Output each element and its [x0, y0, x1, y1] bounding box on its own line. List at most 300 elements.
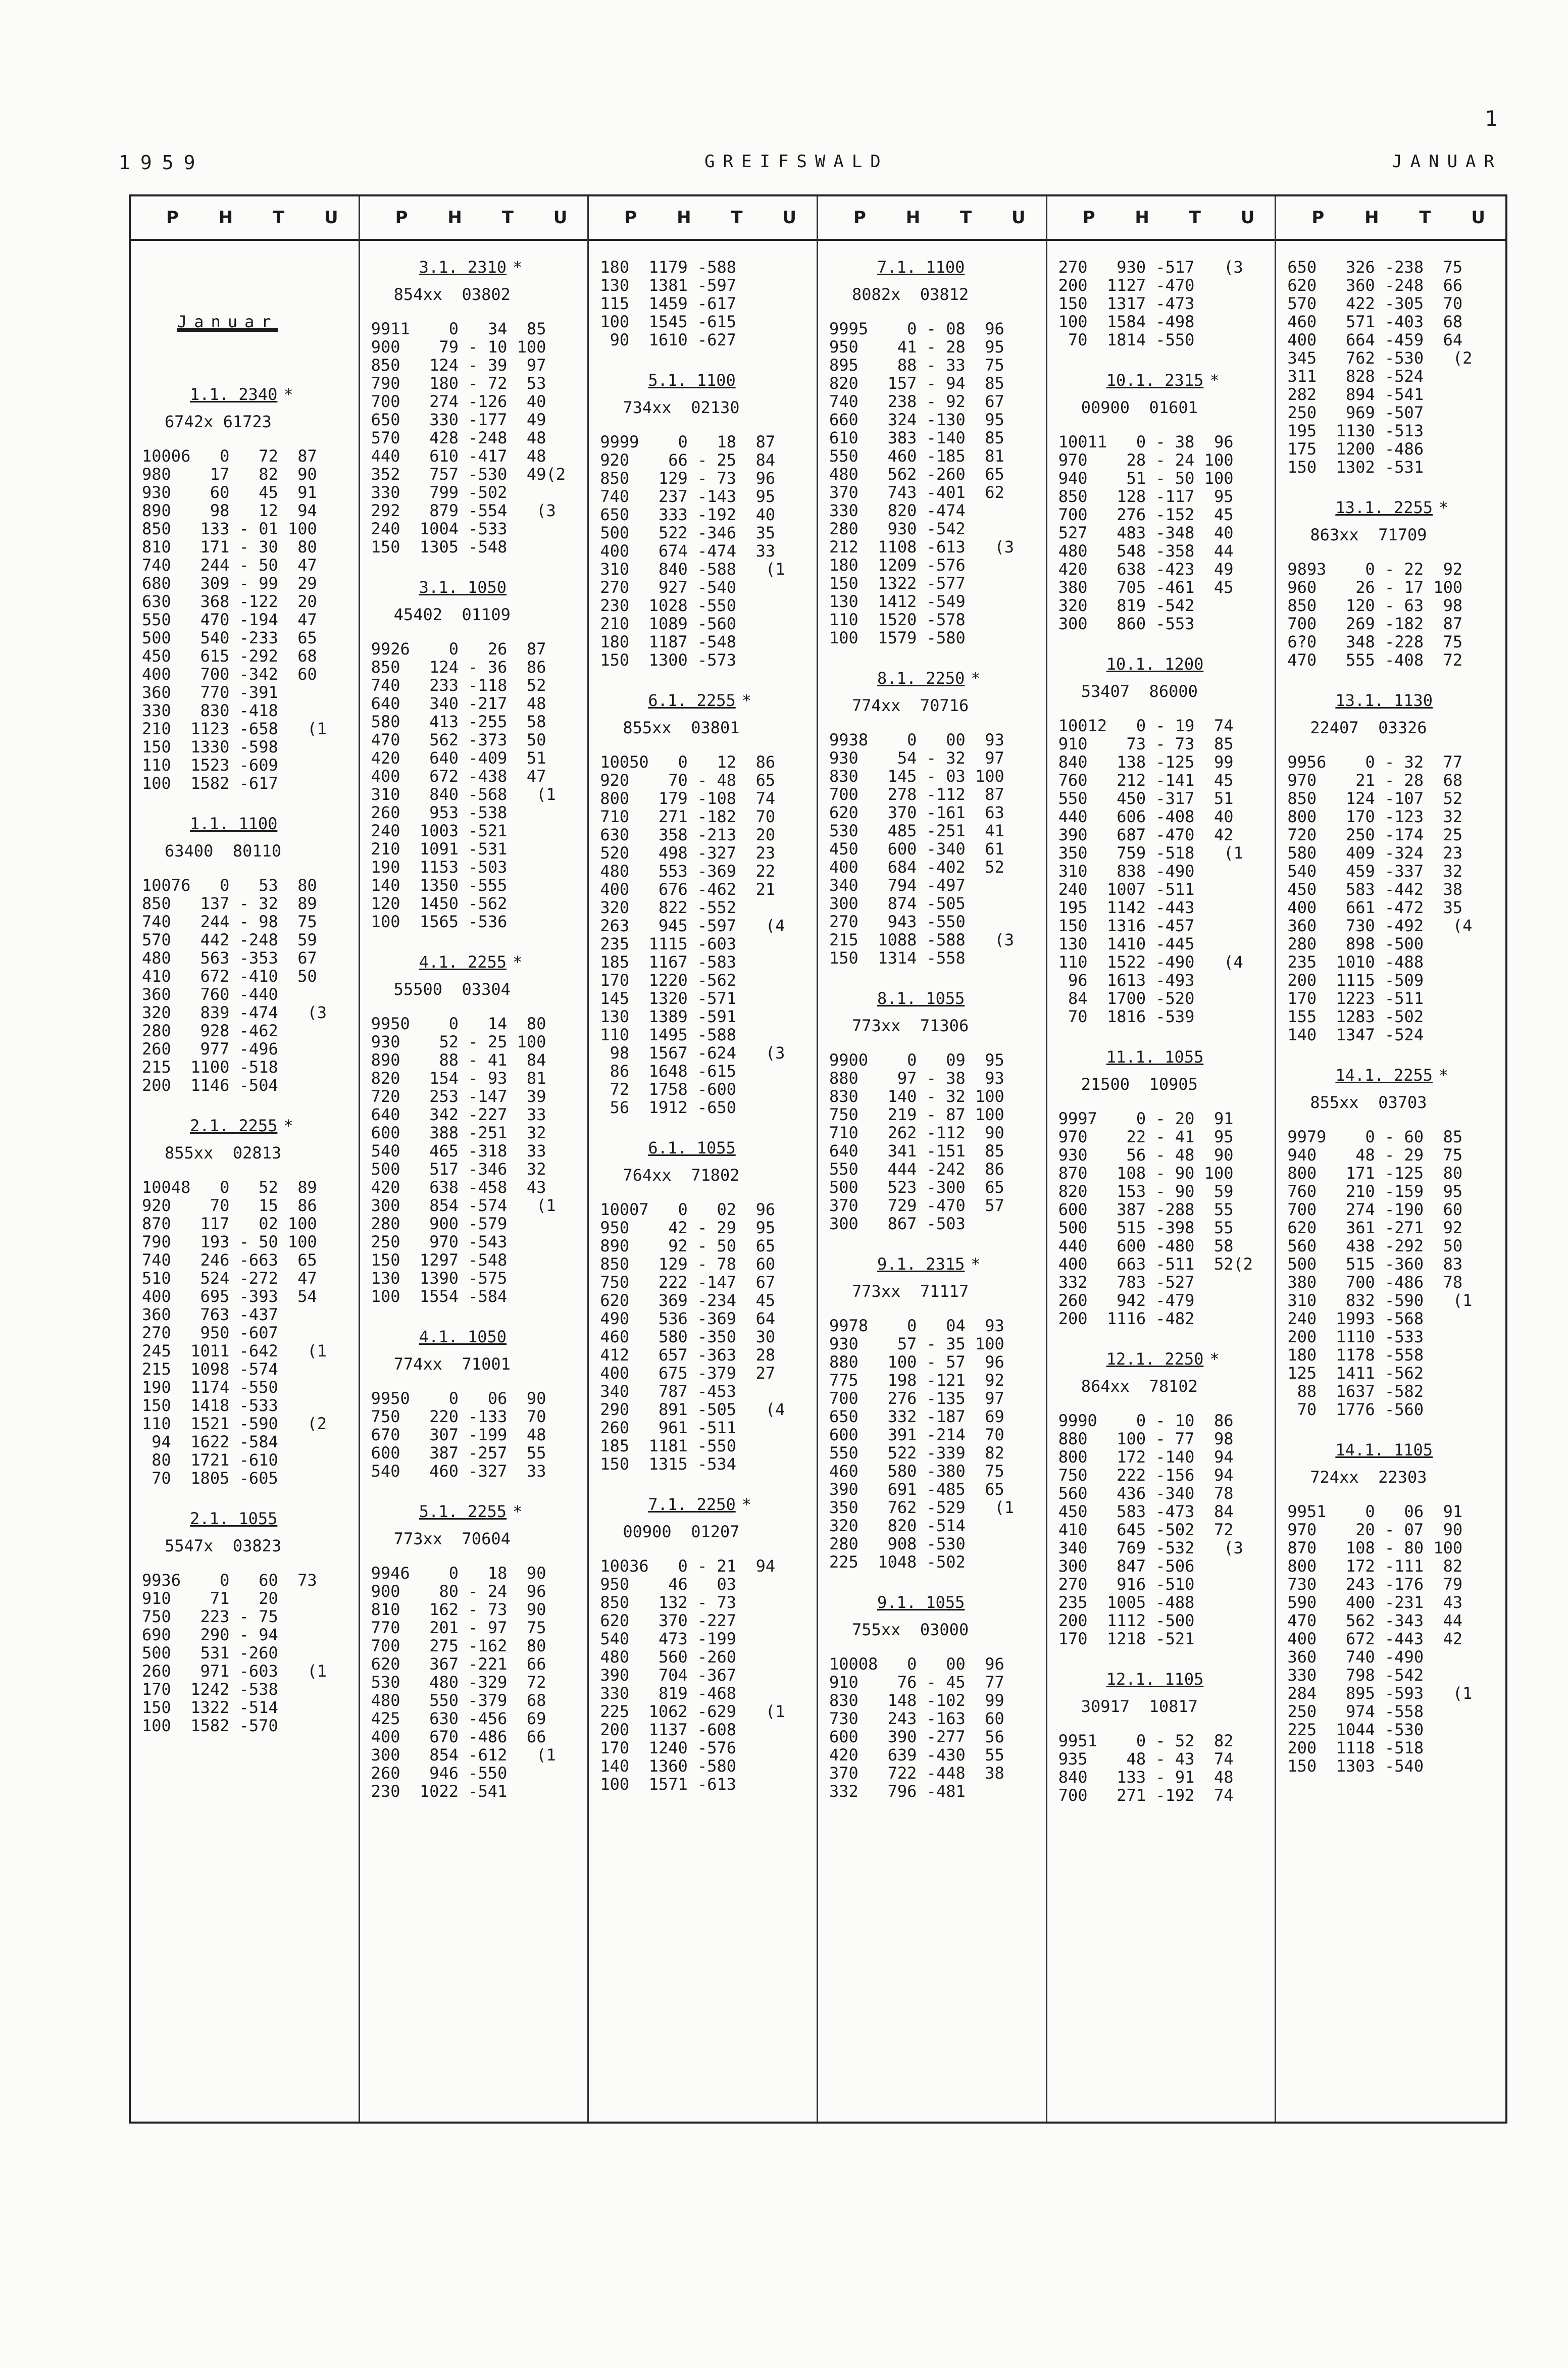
- column-header: [1276, 196, 1505, 241]
- column-header-label: P: [853, 208, 866, 228]
- data-row: 200 1112 -500: [1058, 1611, 1195, 1630]
- data-row: 390 704 -367: [600, 1666, 737, 1685]
- data-row: 500 515 -398 55: [1058, 1218, 1234, 1237]
- data-row: 700 271 -192 74: [1058, 1786, 1234, 1805]
- column-header-label: H: [447, 208, 462, 228]
- data-row: 710 271 -182 70: [600, 807, 776, 826]
- data-row: 130 1381 -597: [600, 276, 737, 295]
- data-row: 720 253 -147 39: [371, 1087, 546, 1106]
- data-row: 540 459 -337 32: [1287, 862, 1463, 881]
- sounding-block: [829, 1255, 1046, 1571]
- data-row: 460 571 -403 68: [1287, 312, 1463, 331]
- data-row: 590 400 -231 43: [1287, 1593, 1463, 1612]
- data-row: 580 409 -324 23: [1287, 843, 1463, 863]
- data-row: 175 1200 -486: [1287, 439, 1424, 459]
- data-row: 284 895 -593 (1: [1287, 1684, 1473, 1703]
- block-title: [600, 1495, 817, 1516]
- block-title: [1287, 1441, 1505, 1461]
- data-row: 350 762 -529 (1: [829, 1498, 1015, 1517]
- data-row: 900 79 - 10 100: [371, 337, 546, 357]
- block-star-mark: *: [1439, 498, 1449, 517]
- data-row: 690 290 - 94: [142, 1625, 278, 1644]
- data-row: 190 1174 -550: [142, 1378, 278, 1397]
- data-row: 450 583 -473 84: [1058, 1502, 1234, 1521]
- block-date-time: 4.1. 1050: [419, 1327, 507, 1346]
- data-row: 10007 0 02 96: [600, 1200, 776, 1219]
- block-title: [142, 815, 359, 835]
- column-header-label: T: [1419, 208, 1431, 228]
- data-row: 10006 0 72 87: [142, 446, 317, 466]
- data-row: 270 950 -607: [142, 1323, 278, 1342]
- block-date-time: 9.1. 2315: [877, 1254, 965, 1274]
- data-row: 9926 0 26 87: [371, 639, 546, 659]
- data-row: 9956 0 - 32 77: [1287, 752, 1463, 772]
- sounding-block: [142, 385, 359, 792]
- block-station-code: 863xx 71709: [1310, 525, 1427, 544]
- column-body: [589, 241, 817, 1793]
- data-row: 100 1545 -615: [600, 312, 737, 331]
- data-row: 200 1137 -608: [600, 1720, 737, 1739]
- column-header-label: H: [218, 208, 233, 228]
- data-row: 850 133 - 01 100: [142, 519, 317, 538]
- block-title: [142, 385, 359, 406]
- block-date-time: 6.1. 2255: [648, 691, 736, 710]
- block-title: [371, 258, 588, 278]
- data-row: 125 1411 -562: [1287, 1364, 1424, 1383]
- data-row: 400 674 -474 33: [600, 541, 776, 561]
- data-row: 550 470 -194 47: [142, 610, 317, 629]
- data-row: 750 222 -147 67: [600, 1273, 776, 1292]
- data-row: 400 672 -443 42: [1287, 1629, 1463, 1648]
- block-star-mark: *: [971, 669, 981, 688]
- data-row: 850 124 -107 52: [1287, 789, 1463, 808]
- column-header-label: H: [677, 208, 691, 228]
- data-row: 840 133 - 91 48: [1058, 1768, 1234, 1787]
- data-row: 150 1305 -548: [371, 537, 508, 557]
- sounding-block: [600, 1139, 817, 1473]
- data-row: 86 1648 -615: [600, 1062, 737, 1081]
- data-row: 100 1584 -498: [1058, 312, 1195, 331]
- data-row: 850 129 - 78 60: [600, 1254, 776, 1274]
- block-title: [142, 1117, 359, 1137]
- block-date-time: 10.1. 1200: [1106, 654, 1204, 674]
- data-row: 190 1153 -503: [371, 858, 508, 877]
- data-row: 10050 0 12 86: [600, 752, 776, 772]
- block-date-time: 1.1. 1100: [190, 814, 278, 833]
- data-row: 930 57 - 35 100: [829, 1334, 1004, 1353]
- block-station-code: 21500 10905: [1081, 1075, 1198, 1094]
- data-row: 540 460 -327 33: [371, 1462, 546, 1481]
- column-header-label: P: [395, 208, 408, 228]
- data-row: 300 874 -505: [829, 894, 966, 913]
- data-row: 740 244 - 98 75: [142, 912, 317, 931]
- data-row: 170 1240 -576: [600, 1738, 737, 1757]
- data-row: 200 1115 -509: [1287, 971, 1424, 990]
- block-station-code: 764xx 71802: [623, 1166, 740, 1185]
- data-row: 215 1098 -574: [142, 1359, 278, 1379]
- data-row: 600 391 -214 70: [829, 1425, 1004, 1444]
- block-date-time: 9.1. 1055: [877, 1593, 965, 1612]
- block-star-mark: *: [513, 952, 523, 972]
- block-date-time: 2.1. 1055: [190, 1509, 278, 1528]
- data-row: 195 1142 -443: [1058, 898, 1195, 917]
- data-row: 80 1721 -610: [142, 1450, 278, 1470]
- table-column: [589, 196, 818, 2122]
- data-row: 930 52 - 25 100: [371, 1032, 546, 1051]
- data-row: 210 1123 -658 (1: [142, 719, 327, 738]
- data-row: 500 531 -260: [142, 1643, 278, 1662]
- block-title: [1287, 498, 1505, 519]
- data-row: 480 562 -260 65: [829, 465, 1004, 484]
- data-row: 730 243 -163 60: [829, 1709, 1004, 1728]
- data-row: 9950 0 06 90: [371, 1389, 546, 1408]
- data-row: 570 428 -248 48: [371, 428, 546, 447]
- data-row: 935 48 - 43 74: [1058, 1749, 1234, 1769]
- block-date-time: 8.1. 2250: [877, 669, 965, 688]
- data-row: 9938 0 00 93: [829, 730, 1004, 749]
- data-row: 790 193 - 50 100: [142, 1232, 317, 1251]
- data-row: 420 638 -423 49: [1058, 560, 1234, 579]
- data-row: 270 916 -510: [1058, 1575, 1195, 1594]
- data-row: 330 819 -468: [600, 1684, 737, 1703]
- data-row: 550 450 -317 51: [1058, 789, 1234, 808]
- block-star-mark: *: [1209, 1349, 1220, 1369]
- data-row: 245 1011 -642 (1: [142, 1341, 327, 1361]
- data-row: 140 1360 -580: [600, 1756, 737, 1776]
- data-row: 930 54 - 32 97: [829, 748, 1004, 768]
- block-star-mark: *: [513, 258, 523, 277]
- block-station-code: 774xx 71001: [393, 1354, 511, 1374]
- data-row: 300 854 -612 (1: [371, 1745, 556, 1765]
- data-row: 70 1776 -560: [1287, 1400, 1424, 1419]
- data-row: 600 388 -251 32: [371, 1123, 546, 1142]
- column-header-label: P: [1311, 208, 1325, 228]
- data-row: 660 324 -130 95: [829, 410, 1004, 429]
- sounding-block: [1287, 498, 1505, 669]
- data-row: 440 610 -417 48: [371, 446, 546, 466]
- data-row: 810 171 - 30 80: [142, 537, 317, 557]
- data-row: 70 1814 -550: [1058, 330, 1195, 349]
- data-row: 9911 0 34 85: [371, 319, 546, 338]
- data-row: 260 942 -479: [1058, 1291, 1195, 1310]
- data-row: 930 56 - 48 90: [1058, 1145, 1234, 1165]
- data-row: 500 515 -360 83: [1287, 1254, 1463, 1274]
- data-row: 260 977 -496: [142, 1039, 278, 1059]
- data-row: 150 1330 -598: [142, 737, 278, 757]
- data-row: 880 100 - 77 98: [1058, 1429, 1234, 1448]
- data-row: 9997 0 - 20 91: [1058, 1109, 1234, 1128]
- data-row: 9936 0 60 73: [142, 1571, 317, 1590]
- data-row: 920 70 15 86: [142, 1196, 317, 1215]
- data-row: 170 1242 -538: [142, 1680, 278, 1699]
- column-header-label: U: [782, 208, 796, 228]
- sounding-block: [829, 669, 1046, 967]
- data-row: 10036 0 - 21 94: [600, 1556, 776, 1576]
- sounding-block: [600, 258, 817, 349]
- block-date-time: 14.1. 2255: [1335, 1066, 1433, 1085]
- data-row: 180 1178 -558: [1287, 1345, 1424, 1365]
- column-header-label: T: [501, 208, 514, 228]
- data-row: 130 1412 -549: [829, 592, 966, 611]
- data-row: 850 128 -117 95: [1058, 487, 1234, 506]
- data-row: 895 88 - 33 75: [829, 356, 1004, 375]
- data-row: 450 600 -340 61: [829, 839, 1004, 859]
- data-row: 740 244 - 50 47: [142, 556, 317, 575]
- data-row: 110 1521 -590 (2: [142, 1414, 327, 1433]
- data-row: 950 46 03: [600, 1575, 737, 1594]
- column-header-label: P: [1082, 208, 1095, 228]
- data-row: 800 172 -111 82: [1287, 1556, 1463, 1576]
- column-header-label: U: [1240, 208, 1255, 228]
- data-row: 950 41 - 28 95: [829, 337, 1004, 357]
- data-row: 470 562 -373 50: [371, 730, 546, 749]
- data-row: 200 1116 -482: [1058, 1309, 1195, 1328]
- block-title: [142, 1509, 359, 1530]
- column-header: [131, 196, 359, 241]
- column-header-label: P: [624, 208, 637, 228]
- data-row: 310 838 -490: [1058, 862, 1195, 881]
- data-row: 650 332 -187 69: [829, 1407, 1004, 1426]
- data-row: 850 132 - 73: [600, 1593, 737, 1612]
- data-row: 370 743 -401 62: [829, 483, 1004, 502]
- sounding-block: [1287, 1066, 1505, 1419]
- data-row: 740 233 -118 52: [371, 676, 546, 695]
- data-row: 280 898 -500: [1287, 934, 1424, 953]
- block-title: [1058, 371, 1275, 391]
- sounding-block: [829, 989, 1046, 1233]
- sounding-block: [1058, 1670, 1275, 1804]
- data-row: 350 759 -518 (1: [1058, 843, 1243, 863]
- data-row: 620 367 -221 66: [371, 1654, 546, 1674]
- data-row: 410 645 -502 72: [1058, 1520, 1234, 1539]
- data-row: 330 820 -474: [829, 501, 966, 520]
- data-row: 980 17 82 90: [142, 465, 317, 484]
- block-station-code: 755xx 03000: [852, 1620, 969, 1639]
- block-station-code: 773xx 70604: [393, 1529, 511, 1548]
- data-row: 110 1522 -490 (4: [1058, 952, 1243, 972]
- data-row: 880 100 - 57 96: [829, 1352, 1004, 1372]
- data-row: 235 1115 -603: [600, 934, 737, 953]
- data-row: 870 108 - 90 100: [1058, 1164, 1234, 1183]
- data-row: 340 769 -532 (3: [1058, 1538, 1243, 1557]
- data-row: 680 309 - 99 29: [142, 574, 317, 593]
- data-row: 170 1223 -511: [1287, 989, 1424, 1008]
- data-row: 850 124 - 39 97: [371, 356, 546, 375]
- data-row: 88 1637 -582: [1287, 1382, 1424, 1401]
- data-row: 370 722 -448 38: [829, 1764, 1004, 1783]
- data-row: 620 369 -234 45: [600, 1291, 776, 1310]
- block-date-time: 12.1. 1105: [1106, 1670, 1204, 1689]
- data-row: 640 341 -151 85: [829, 1141, 1004, 1161]
- block-title: [600, 371, 817, 391]
- data-row: 250 974 -558: [1287, 1702, 1424, 1721]
- data-row: 70 1805 -605: [142, 1469, 278, 1488]
- block-station-code: 773xx 71117: [852, 1282, 969, 1301]
- sounding-block: [142, 1509, 359, 1735]
- data-row: 290 891 -505 (4: [600, 1400, 785, 1419]
- data-row: 340 794 -497: [829, 876, 966, 895]
- data-row: 850 124 - 36 86: [371, 658, 546, 677]
- column-header-label: T: [731, 208, 743, 228]
- block-station-code: 855xx 03801: [623, 718, 740, 737]
- sounding-block: [1058, 1350, 1275, 1648]
- data-row: 570 422 -305 70: [1287, 294, 1463, 313]
- column-header-label: U: [1471, 208, 1485, 228]
- data-row: 240 1007 -511: [1058, 880, 1195, 899]
- sounding-block: [371, 1502, 588, 1800]
- block-title: [371, 578, 588, 598]
- data-row: 970 20 - 07 90: [1287, 1520, 1463, 1539]
- block-station-code: 22407 03326: [1310, 718, 1427, 737]
- data-row: 970 28 - 24 100: [1058, 450, 1234, 470]
- block-date-time: 13.1. 2255: [1335, 498, 1433, 517]
- sounding-block: [1058, 655, 1275, 1026]
- sounding-block: [600, 371, 817, 669]
- data-row: 480 560 -260: [600, 1647, 737, 1667]
- data-row: 120 1450 -562: [371, 894, 508, 913]
- data-row: 360 760 -440: [142, 985, 278, 1004]
- data-row: 180 1209 -576: [829, 556, 966, 575]
- block-star-mark: *: [283, 385, 293, 404]
- sounding-block: [1058, 258, 1275, 349]
- block-title: [829, 989, 1046, 1010]
- block-title: [829, 1593, 1046, 1614]
- data-row: 400 700 -342 60: [142, 665, 317, 684]
- data-row: 700 276 -135 97: [829, 1389, 1004, 1408]
- data-row: 150 1322 -577: [829, 574, 966, 593]
- block-title: [1287, 691, 1505, 712]
- data-row: 570 442 -248 59: [142, 930, 317, 949]
- data-row: 100 1579 -580: [829, 628, 966, 647]
- data-row: 420 640 -409 51: [371, 748, 546, 768]
- sounding-block: [600, 1495, 817, 1793]
- data-row: 560 436 -340 78: [1058, 1484, 1234, 1503]
- column-header-label: U: [1011, 208, 1026, 228]
- data-row: 400 663 -511 52(2: [1058, 1254, 1253, 1274]
- data-row: 540 473 -199: [600, 1629, 737, 1648]
- block-star-mark: *: [283, 1116, 293, 1135]
- block-date-time: 3.1. 1050: [419, 578, 507, 597]
- data-row: 900 80 - 24 96: [371, 1582, 546, 1601]
- block-title: [829, 669, 1046, 689]
- data-row: 710 262 -112 90: [829, 1123, 1004, 1142]
- data-row: 890 88 - 41 84: [371, 1050, 546, 1070]
- data-row: 9978 0 04 93: [829, 1316, 1004, 1335]
- data-row: 970 22 - 41 95: [1058, 1127, 1234, 1146]
- data-row: 260 953 -538: [371, 803, 508, 822]
- block-date-time: 6.1. 1055: [648, 1138, 736, 1157]
- header-month: JANUAR: [1392, 152, 1502, 172]
- data-row: 820 154 - 93 81: [371, 1069, 546, 1088]
- data-row: 380 705 -461 45: [1058, 578, 1234, 597]
- column-header-label: U: [553, 208, 568, 228]
- data-row: 750 223 - 75: [142, 1607, 278, 1626]
- data-row: 212 1108 -613 (3: [829, 537, 1015, 557]
- data-row: 200 1118 -518: [1287, 1738, 1424, 1757]
- data-row: 340 787 -453: [600, 1382, 737, 1401]
- data-row: 145 1320 -571: [600, 989, 737, 1008]
- block-station-code: 855xx 03703: [1310, 1093, 1427, 1112]
- data-row: 10012 0 - 19 74: [1058, 716, 1234, 735]
- column-body: [131, 241, 359, 1735]
- data-row: 100 1582 -617: [142, 774, 278, 793]
- data-row: 250 969 -507: [1287, 403, 1424, 422]
- data-row: 750 222 -156 94: [1058, 1466, 1234, 1485]
- block-date-time: 12.1. 2250: [1106, 1349, 1204, 1369]
- column-header-label: T: [273, 208, 285, 228]
- data-row: 910 71 20: [142, 1589, 278, 1608]
- data-row: 200 1146 -504: [142, 1076, 278, 1095]
- data-row: 115 1459 -617: [600, 294, 737, 313]
- data-row: 670 307 -199 48: [371, 1425, 546, 1444]
- data-row: 700 269 -182 87: [1287, 614, 1463, 633]
- data-row: 6?0 348 -228 75: [1287, 632, 1463, 651]
- data-row: 155 1283 -502: [1287, 1007, 1424, 1026]
- column-body: [818, 241, 1046, 1800]
- data-row: 195 1130 -513: [1287, 421, 1424, 440]
- data-row: 810 162 - 73 90: [371, 1600, 546, 1619]
- block-date-time: 5.1. 1100: [648, 371, 736, 390]
- data-row: 400 670 -486 66: [371, 1727, 546, 1746]
- data-row: 260 946 -550: [371, 1764, 508, 1783]
- block-station-code: 55500 03304: [393, 980, 511, 999]
- data-row: 412 657 -363 28: [600, 1345, 776, 1365]
- sounding-block: [371, 953, 588, 1305]
- block-station-code: 864xx 78102: [1081, 1377, 1198, 1396]
- data-row: 225 1062 -629 (1: [600, 1702, 785, 1721]
- data-row: 440 606 -408 40: [1058, 807, 1234, 826]
- block-station-code: 45402 01109: [393, 605, 511, 624]
- data-row: 360 763 -437: [142, 1305, 278, 1324]
- data-row: 180 1179 -588: [600, 258, 737, 277]
- data-row: 215 1100 -518: [142, 1057, 278, 1077]
- data-row: 550 522 -339 82: [829, 1443, 1004, 1463]
- data-row: 110 1523 -609: [142, 755, 278, 775]
- data-row: 500 522 -346 35: [600, 523, 776, 542]
- data-row: 400 661 -472 35: [1287, 898, 1463, 917]
- data-row: 150 1315 -534: [600, 1454, 737, 1474]
- column-header-label: T: [960, 208, 972, 228]
- data-row: 240 1003 -521: [371, 821, 508, 840]
- data-row: 580 413 -255 58: [371, 712, 546, 731]
- data-row: 130 1389 -591: [600, 1007, 737, 1026]
- data-row: 870 108 - 80 100: [1287, 1538, 1463, 1557]
- block-star-mark: *: [1209, 371, 1220, 390]
- data-row: 185 1181 -550: [600, 1436, 737, 1455]
- data-row: 200 1110 -533: [1287, 1327, 1424, 1346]
- data-row: 94 1622 -584: [142, 1432, 278, 1451]
- data-row: 280 930 -542: [829, 519, 966, 538]
- data-row: 960 26 - 17 100: [1287, 578, 1463, 597]
- block-station-code: 734xx 02130: [623, 398, 740, 417]
- data-row: 332 796 -481: [829, 1782, 966, 1801]
- data-row: 210 1091 -531: [371, 839, 508, 859]
- column-body: [360, 241, 588, 1800]
- data-row: 530 480 -329 72: [371, 1673, 546, 1692]
- column-body: [1276, 241, 1505, 1775]
- data-row: 640 342 -227 33: [371, 1105, 546, 1124]
- page-number: 1: [1485, 106, 1498, 131]
- block-title: [829, 258, 1046, 278]
- month-title: [142, 258, 359, 385]
- data-row: 700 274 -126 40: [371, 392, 546, 411]
- data-row: 70 1816 -539: [1058, 1007, 1195, 1026]
- data-row: 96 1613 -493: [1058, 971, 1195, 990]
- block-date-time: 7.1. 1100: [877, 258, 965, 277]
- column-header-label: H: [905, 208, 921, 228]
- data-row: 345 762 -530 (2: [1287, 348, 1473, 368]
- data-row: 140 1350 -555: [371, 876, 508, 895]
